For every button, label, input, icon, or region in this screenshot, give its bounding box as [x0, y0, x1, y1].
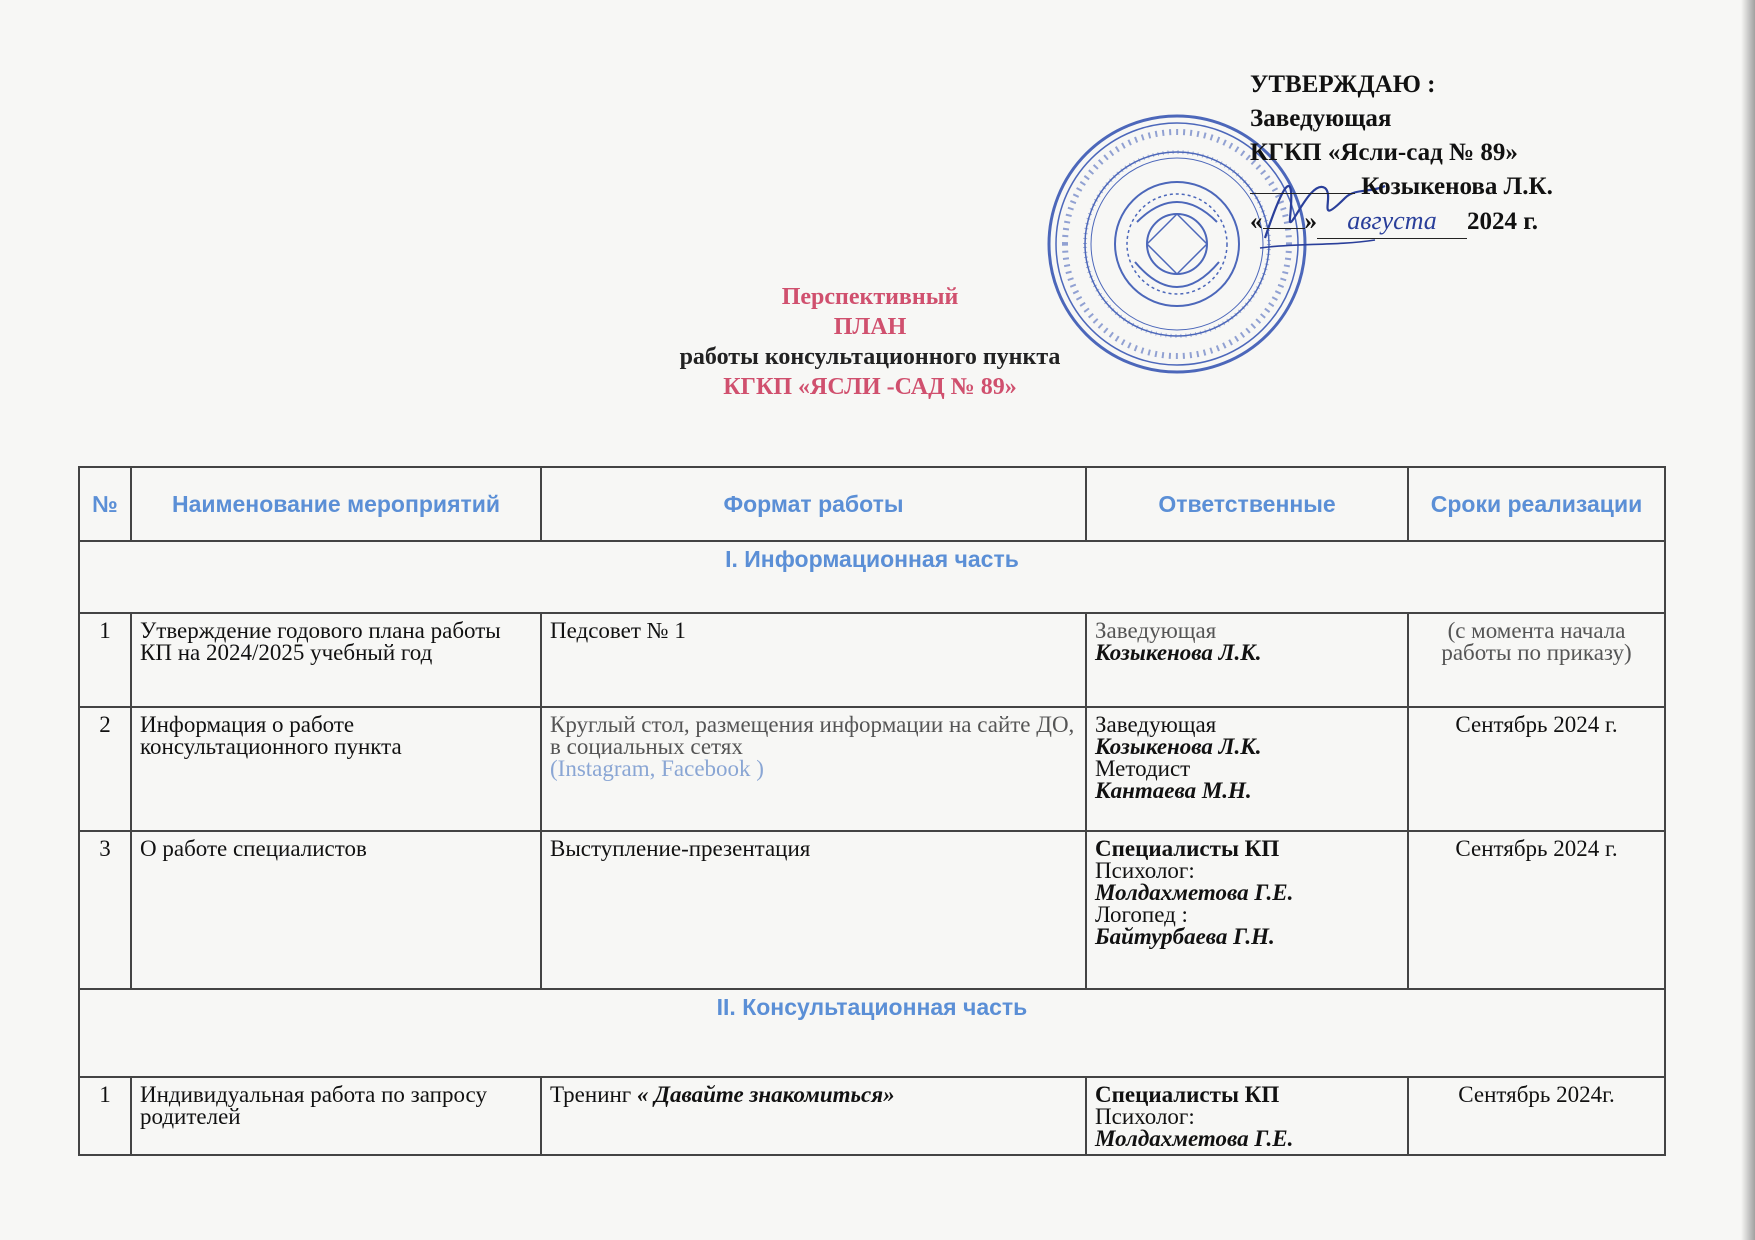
cell-name: Индивидуальная работа по запросу родителей [131, 1077, 541, 1155]
cell-responsible [1086, 831, 1408, 989]
resp-role: Заведующая [1095, 712, 1217, 737]
table-row [79, 707, 1665, 831]
resp-role: Заведующая [1095, 618, 1217, 643]
cell-term: Сентябрь 2024г. [1408, 1077, 1665, 1155]
resp-head: Специалисты КП [1095, 836, 1280, 861]
approval-date [1250, 204, 1553, 239]
section-row [79, 541, 1665, 613]
header-format: Формат работы [541, 467, 1086, 541]
approval-line2: Заведующая [1250, 105, 1392, 132]
resp-name: Молдахметова Г.Е. [1095, 880, 1294, 905]
date-open-quote: « [1250, 208, 1263, 235]
cell-name: Информация о работе консультационного пункта [131, 707, 541, 831]
approval-line1: УТВЕРЖДАЮ : [1250, 71, 1436, 98]
approval-line3: КГКП «Ясли-сад № 89» [1250, 139, 1518, 166]
section-title: II. Консультационная часть [79, 989, 1665, 1077]
header-terms: Сроки реализации [1408, 467, 1665, 541]
section-row [79, 989, 1665, 1077]
format-italic: « Давайте знакомиться» [637, 1082, 895, 1107]
signature-blank [1250, 193, 1355, 194]
scan-edge-shadow [1741, 0, 1755, 1240]
resp-name-2: Кантаева М.Н. [1095, 778, 1252, 803]
cell-term: Сентябрь 2024 г. [1408, 707, 1665, 831]
resp-role-2: Методист [1095, 756, 1191, 781]
date-close-quote: » [1304, 208, 1317, 235]
cell-num: 2 [79, 707, 131, 831]
cell-name: Утверждение годового плана работы КП на 2024/2025 учебный год [131, 613, 541, 707]
cell-num: 1 [79, 1077, 131, 1155]
header-num: № [79, 467, 131, 541]
cell-responsible [1086, 707, 1408, 831]
table-header-row [79, 467, 1665, 541]
resp-head: Специалисты КП [1095, 1082, 1280, 1107]
resp-name: Козыкенова Л.К. [1095, 734, 1262, 759]
cell-format: Выступление-презентация [541, 831, 1086, 989]
cell-format [541, 1077, 1086, 1155]
cell-format: Педсовет № 1 [541, 613, 1086, 707]
plan-table [78, 466, 1666, 1156]
format-links: (Instagram, Facebook ) [550, 756, 764, 781]
resp-name: Козыкенова Л.К. [1095, 640, 1262, 665]
cell-name: О работе специалистов [131, 831, 541, 989]
cell-format [541, 707, 1086, 831]
approver-name: Козыкенова Л.К. [1361, 173, 1553, 200]
resp-role: Психолог: [1095, 1104, 1195, 1129]
resp-name-2: Байтурбаева Г.Н. [1095, 924, 1275, 949]
header-name: Наименование мероприятий [131, 467, 541, 541]
title-line1: Перспективный [781, 284, 959, 310]
section-title: I. Информационная часть [79, 541, 1665, 613]
cell-responsible [1086, 613, 1408, 707]
cell-num: 1 [79, 613, 131, 707]
cell-num: 3 [79, 831, 131, 989]
date-year: 2024 г. [1467, 208, 1539, 235]
resp-role-2: Логопед : [1095, 902, 1188, 927]
date-month: августа [1317, 204, 1467, 239]
cell-term: (с момента начала работы по приказу) [1408, 613, 1665, 707]
format-text: Круглый стол, размещения информации на сайте ДО, в социальных сетях [550, 712, 1075, 759]
title-line4: КГКП «ЯСЛИ -САД № 89» [723, 374, 1017, 400]
format-prefix: Тренинг [550, 1082, 632, 1107]
header-responsible: Ответственные [1086, 467, 1408, 541]
approval-signature-line [1250, 170, 1553, 204]
title-line2: ПЛАН [833, 314, 907, 340]
resp-role: Психолог: [1095, 858, 1195, 883]
cell-responsible [1086, 1077, 1408, 1155]
approval-block [1250, 68, 1553, 239]
date-day-blank [1263, 228, 1305, 229]
table-row [79, 613, 1665, 707]
table-row [79, 831, 1665, 989]
document-title [520, 282, 1220, 402]
table-row [79, 1077, 1665, 1155]
title-line3: работы консультационного пункта [679, 344, 1061, 370]
resp-name: Молдахметова Г.Е. [1095, 1126, 1294, 1151]
cell-term: Сентябрь 2024 г. [1408, 831, 1665, 989]
